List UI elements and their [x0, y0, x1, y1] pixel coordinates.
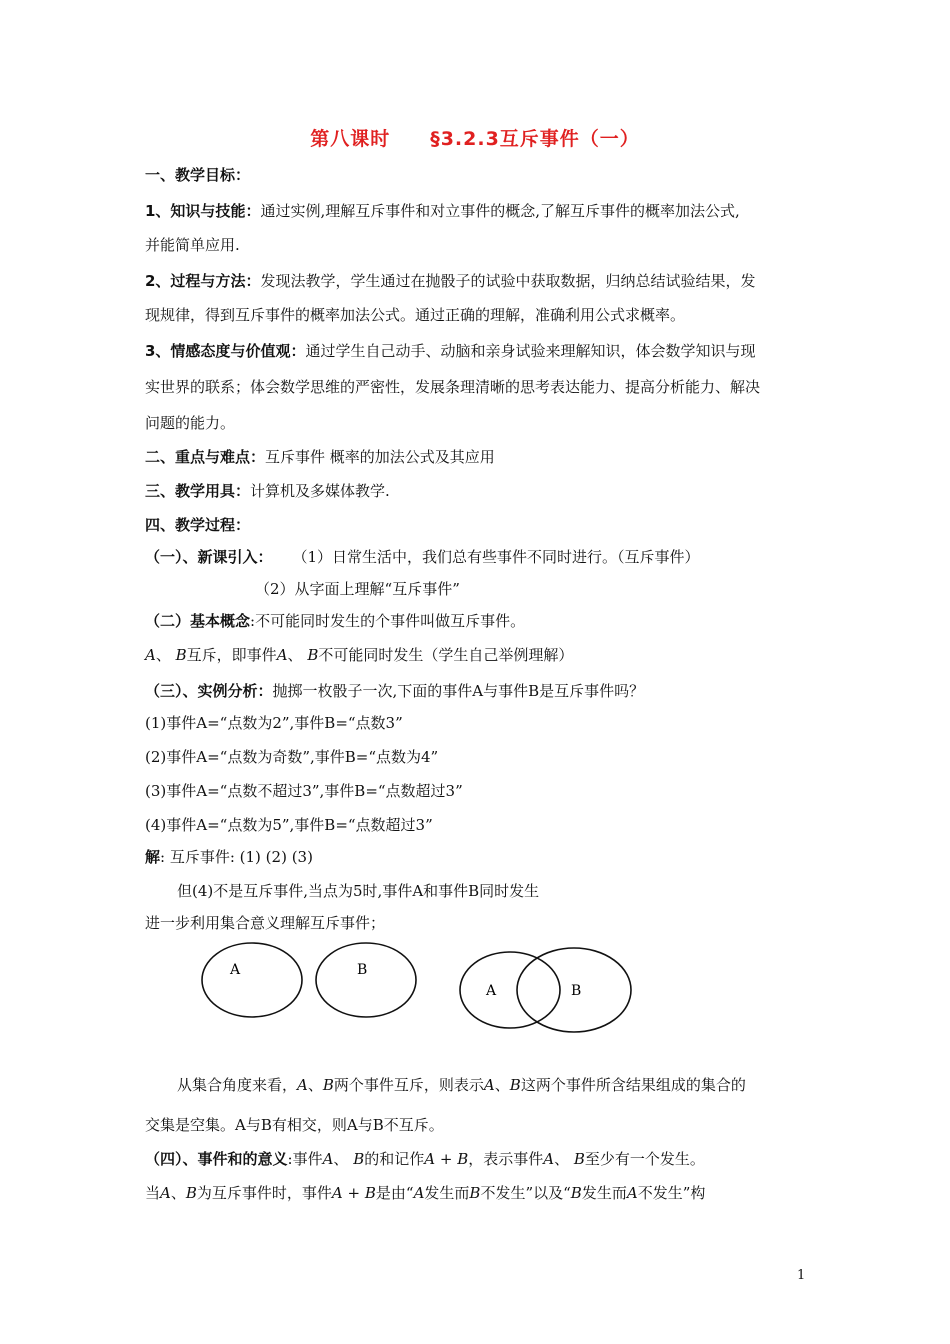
concept-label: （二）基本概念	[145, 612, 251, 630]
tools-line: 三、教学用具：计算机及多媒体教学.	[145, 482, 390, 500]
example-item-3: (3)事件A=“点数不超过3”,事件B=“点数超过3”	[145, 782, 463, 800]
process-heading: 四、教学过程：	[145, 516, 251, 534]
venn-diagram	[190, 940, 650, 1050]
page-title	[0, 124, 950, 151]
sum-meaning-line-2: 当A、B为互斥事件时，事件A + B是由“A发生而B不发生”以及“B发生而A不发生”构	[145, 1184, 706, 1202]
intro-label: （一）、新课引入：	[145, 548, 273, 566]
intro-line-2: （2）从字面上理解“互斥事件”	[255, 580, 460, 598]
attitude-line-3: 问题的能力。	[145, 414, 236, 432]
venn-circle-b-disjoint	[316, 943, 416, 1017]
example-item-2: (2)事件A=“点数为奇数”,事件B=“点数为4”	[145, 748, 439, 766]
concept-line-2: A、 B互斥，即事件A、 B不可能同时发生（学生自己举例理解）	[145, 646, 574, 664]
process-line-1: 2、过程与方法：发现法教学，学生通过在抛骰子的试验中获取数据，归纳总结试验结果，发	[145, 272, 756, 290]
knowledge-line-1: 1、知识与技能：通过实例,理解互斥事件和对立事件的概念,了解互斥事件的概率加法公式,	[145, 202, 740, 220]
answer-label: 解	[145, 848, 161, 866]
example-item-1: (1)事件A=“点数为2”,事件B=“点数3”	[145, 714, 403, 732]
answer-note: 但(4)不是互斥事件,当点为5时,事件A和事件B同时发生	[177, 882, 540, 900]
example-item-4: (4)事件A=“点数为5”,事件B=“点数超过3”	[145, 816, 433, 834]
process-label: 2、过程与方法：	[145, 272, 261, 290]
attitude-line-1: 3、情感态度与价值观：通过学生自己动手、动脑和亲身试验来理解知识，体会数学知识与现	[145, 342, 756, 360]
examples-label: （三）、实例分析：	[145, 682, 273, 700]
sum-meaning-label: （四）、事件和的意义	[145, 1150, 288, 1168]
title-lesson: 第八课时	[310, 128, 391, 150]
knowledge-label: 1、知识与技能：	[145, 202, 261, 220]
venn-label-b1: B	[357, 962, 368, 978]
set-view-line-2: 交集是空集。A与B有相交，则A与B不互斥。	[145, 1116, 444, 1134]
set-intro: 进一步利用集合意义理解互斥事件；	[145, 914, 386, 932]
key-points-line: 二、重点与难点：互斥事件 概率的加法公式及其应用	[145, 448, 495, 466]
page-number: 1	[797, 1268, 806, 1283]
sum-meaning-line-1: （四）、事件和的意义:事件A、 B的和记作A + B，表示事件A、 B至少有一个发生。	[145, 1150, 705, 1168]
title-topic: §3.2.3互斥事件（一）	[430, 128, 640, 150]
goals-heading: 一、教学目标：	[145, 166, 251, 184]
key-points-heading: 二、重点与难点：	[145, 448, 266, 466]
venn-label-a1: A	[230, 962, 241, 978]
answer-line: 解: 互斥事件: (1) (2) (3)	[145, 848, 313, 866]
knowledge-line-2: 并能简单应用.	[145, 236, 240, 254]
intro-line-1: （一）、新课引入： （1）日常生活中，我们总有些事件不同时进行。（互斥事件）	[145, 548, 700, 566]
set-view-line-1: 从集合角度来看，A、B两个事件互斥，则表示A、B这两个事件所含结果组成的集合的	[177, 1076, 746, 1094]
attitude-label: 3、情感态度与价值观：	[145, 342, 306, 360]
attitude-line-2: 实世界的联系；体会数学思维的严密性，发展条理清晰的思考表达能力、提高分析能力、解决	[145, 378, 761, 396]
examples-line: （三）、实例分析：抛掷一枚骰子一次,下面的事件A与事件B是互斥事件吗？	[145, 682, 645, 700]
venn-circle-a-disjoint	[202, 943, 302, 1017]
concept-line-1: （二）基本概念:不可能同时发生的个事件叫做互斥事件。	[145, 612, 526, 630]
venn-circle-a-overlap	[460, 952, 560, 1028]
tools-heading: 三、教学用具：	[145, 482, 251, 500]
venn-label-b2: B	[571, 983, 582, 999]
process-line-2: 现规律，得到互斥事件的概率加法公式。通过正确的理解，准确利用公式求概率。	[145, 306, 686, 324]
venn-label-a2: A	[486, 983, 497, 999]
